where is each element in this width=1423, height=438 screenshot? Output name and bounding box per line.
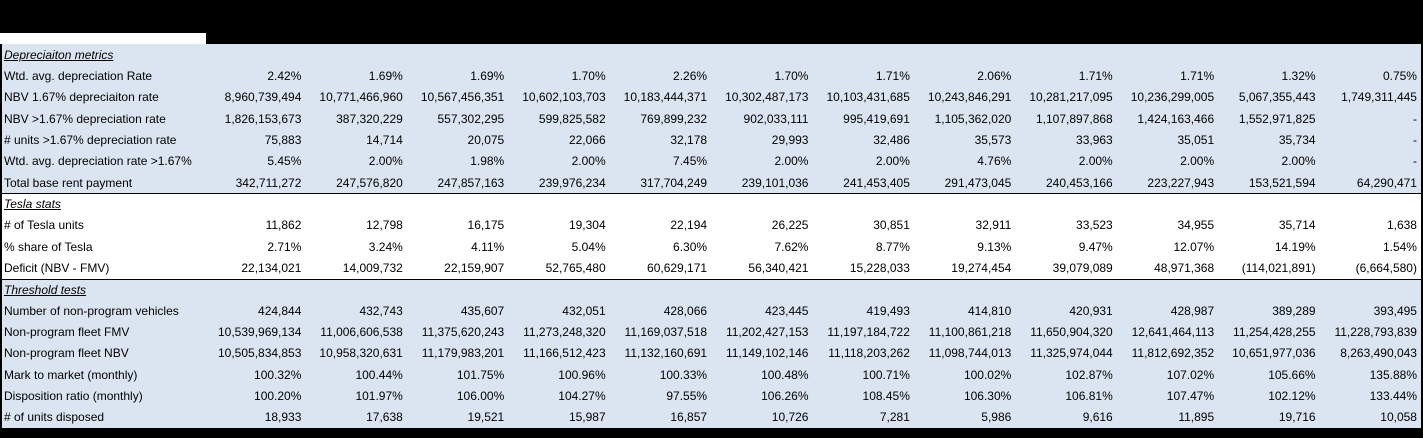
- value-cell[interactable]: 2.00%: [1281, 154, 1316, 169]
- value-cell[interactable]: 107.02%: [1166, 367, 1215, 382]
- value-cell[interactable]: 10,567,456,351: [420, 90, 505, 105]
- value-cell[interactable]: 106.30%: [963, 388, 1012, 403]
- value-cell[interactable]: 11,132,160,691: [624, 346, 708, 361]
- value-cell[interactable]: 11,006,606,538: [320, 324, 403, 339]
- value-cell[interactable]: 8.77%: [875, 239, 910, 254]
- value-cell[interactable]: 1,107,897,868: [1035, 111, 1113, 126]
- metrics-table: [0, 44, 1423, 428]
- value-cell[interactable]: 423,445: [765, 303, 809, 318]
- value-cell[interactable]: 11,254,428,255: [1233, 324, 1316, 339]
- value-cell[interactable]: 16,175: [467, 218, 505, 233]
- value-cell[interactable]: 10,726: [771, 410, 809, 425]
- value-cell[interactable]: 2.71%: [267, 239, 302, 254]
- label-column-header-cell: [0, 33, 206, 44]
- value-cell[interactable]: 11,375,620,243: [421, 324, 505, 339]
- value-cell[interactable]: 1.98%: [470, 154, 505, 169]
- value-cell[interactable]: 19,716: [1278, 410, 1316, 425]
- section-title[interactable]: Threshold tests: [4, 282, 87, 297]
- value-cell[interactable]: 16,857: [670, 410, 708, 425]
- value-cell[interactable]: 420,931: [1069, 303, 1113, 318]
- bottom-black-bar: [0, 428, 1423, 438]
- value-cell[interactable]: 35,734: [1278, 132, 1316, 147]
- row-label-cell[interactable]: Wtd. avg. depreciation Rate: [4, 68, 153, 83]
- table-row: [0, 215, 1423, 236]
- row-label-cell[interactable]: Total base rent payment: [4, 175, 133, 190]
- value-cell[interactable]: 424,844: [258, 303, 302, 318]
- table-row: [0, 364, 1423, 385]
- value-cell[interactable]: 10,958,320,631: [319, 346, 403, 361]
- value-cell[interactable]: 15,228,033: [849, 260, 910, 275]
- value-cell[interactable]: 22,159,907: [444, 260, 505, 275]
- value-cell[interactable]: 30,851: [873, 218, 910, 233]
- value-cell[interactable]: 19,274,454: [951, 260, 1012, 275]
- value-cell[interactable]: 239,976,234: [538, 175, 606, 190]
- value-cell[interactable]: 414,810: [967, 303, 1012, 318]
- value-cell[interactable]: 11,228,793,839: [1334, 324, 1417, 339]
- value-cell[interactable]: 5.45%: [267, 154, 302, 169]
- value-cell[interactable]: 10,651,977,036: [1232, 346, 1316, 361]
- value-cell[interactable]: 1.71%: [1078, 68, 1113, 83]
- value-cell[interactable]: 9,616: [1082, 410, 1113, 425]
- value-cell[interactable]: 10,771,466,960: [319, 90, 403, 105]
- row-label-cell[interactable]: Number of non-program vehicles: [4, 303, 179, 318]
- top-black-bar: [0, 0, 1423, 33]
- row-label-cell[interactable]: # units >1.67% depreciation rate: [4, 132, 177, 147]
- value-cell[interactable]: 10,183,444,371: [623, 90, 708, 105]
- value-cell[interactable]: 247,576,820: [336, 175, 403, 190]
- value-cell[interactable]: 75,883: [264, 132, 302, 147]
- value-cell[interactable]: 11,895: [1178, 410, 1215, 425]
- section-header-row: [0, 193, 1423, 214]
- value-cell[interactable]: 32,911: [975, 218, 1012, 233]
- value-cell[interactable]: 241,453,405: [843, 175, 910, 190]
- value-cell[interactable]: 2.00%: [1078, 154, 1113, 169]
- table-row: [0, 87, 1423, 108]
- value-cell[interactable]: 20,075: [467, 132, 505, 147]
- value-cell[interactable]: 32,178: [670, 132, 708, 147]
- value-cell[interactable]: 106.00%: [456, 388, 505, 403]
- value-cell[interactable]: 100.48%: [761, 367, 809, 382]
- value-cell[interactable]: 100.96%: [558, 367, 606, 382]
- value-cell[interactable]: 2.00%: [571, 154, 606, 169]
- value-cell[interactable]: 10,058: [1380, 410, 1417, 425]
- value-cell[interactable]: 35,573: [974, 132, 1012, 147]
- value-cell[interactable]: 557,302,295: [437, 111, 505, 126]
- value-cell[interactable]: 35,051: [1177, 132, 1215, 147]
- value-cell[interactable]: 4.11%: [471, 239, 505, 254]
- value-cell[interactable]: 100.32%: [254, 367, 302, 382]
- value-cell[interactable]: 1,826,153,673: [224, 111, 302, 126]
- value-cell[interactable]: 1.69%: [470, 68, 505, 83]
- value-cell[interactable]: -: [1412, 154, 1417, 169]
- table-row: [0, 407, 1423, 428]
- value-cell[interactable]: 14,714: [366, 132, 403, 147]
- value-cell[interactable]: 15,987: [568, 410, 606, 425]
- value-cell[interactable]: 995,419,691: [843, 111, 910, 126]
- value-cell[interactable]: 105.66%: [1268, 367, 1316, 382]
- value-cell[interactable]: 419,493: [866, 303, 910, 318]
- value-cell[interactable]: 18,933: [264, 410, 302, 425]
- section-title[interactable]: Depreciaiton metrics: [4, 47, 114, 62]
- value-cell[interactable]: 100.02%: [963, 367, 1012, 382]
- value-cell[interactable]: 11,166,512,423: [523, 346, 606, 361]
- value-cell[interactable]: 5,067,355,443: [1238, 90, 1316, 105]
- value-cell[interactable]: 11,812,692,352: [1131, 346, 1215, 361]
- value-cell[interactable]: 14,009,732: [342, 260, 403, 275]
- value-cell[interactable]: 17,638: [366, 410, 403, 425]
- value-cell[interactable]: 100.71%: [862, 367, 910, 382]
- value-cell[interactable]: 1.32%: [1281, 68, 1316, 83]
- value-cell[interactable]: 2.00%: [368, 154, 403, 169]
- value-cell[interactable]: 11,273,248,320: [523, 324, 606, 339]
- value-cell[interactable]: 428,987: [1170, 303, 1215, 318]
- value-cell[interactable]: 12,641,464,113: [1131, 324, 1215, 339]
- value-cell[interactable]: 1,552,971,825: [1238, 111, 1316, 126]
- value-cell[interactable]: 11,149,102,146: [725, 346, 809, 361]
- value-cell[interactable]: 2.26%: [673, 68, 708, 83]
- value-cell[interactable]: 101.75%: [456, 367, 505, 382]
- value-cell[interactable]: 2.00%: [774, 154, 809, 169]
- value-cell[interactable]: 7.62%: [774, 239, 809, 254]
- value-cell[interactable]: 11,179,983,201: [421, 346, 505, 361]
- value-cell[interactable]: 11,098,744,013: [928, 346, 1012, 361]
- value-cell[interactable]: 2.06%: [977, 68, 1012, 83]
- value-cell[interactable]: 9.13%: [977, 239, 1012, 254]
- value-cell[interactable]: 34,955: [1177, 218, 1215, 233]
- value-cell[interactable]: 247,857,163: [437, 175, 505, 190]
- value-cell[interactable]: 11,169,037,518: [624, 324, 708, 339]
- row-label-cell[interactable]: Non-program fleet NBV: [4, 346, 129, 361]
- value-cell[interactable]: 393,495: [1373, 303, 1417, 318]
- value-cell[interactable]: 9.47%: [1078, 239, 1113, 254]
- value-cell[interactable]: 1.69%: [368, 68, 403, 83]
- value-cell[interactable]: 240,453,166: [1046, 175, 1113, 190]
- value-cell[interactable]: 11,118,203,262: [828, 346, 910, 361]
- value-cell[interactable]: 10,602,103,703: [522, 90, 606, 105]
- table-row: [0, 385, 1423, 406]
- value-cell[interactable]: 22,134,021: [241, 260, 302, 275]
- value-cell[interactable]: 11,862: [265, 218, 302, 233]
- value-cell[interactable]: 432,743: [359, 303, 403, 318]
- section-header-row: [0, 279, 1423, 300]
- value-cell[interactable]: 12,798: [366, 218, 403, 233]
- value-cell[interactable]: 97.55%: [666, 388, 708, 403]
- value-cell[interactable]: -: [1412, 132, 1417, 147]
- value-cell[interactable]: 133.44%: [1369, 388, 1417, 403]
- value-cell[interactable]: 387,320,229: [336, 111, 403, 126]
- value-cell[interactable]: 102.87%: [1065, 367, 1113, 382]
- value-cell[interactable]: 239,101,036: [741, 175, 809, 190]
- value-cell[interactable]: 64,290,471: [1356, 175, 1417, 190]
- row-label-cell[interactable]: % share of Tesla: [4, 239, 93, 254]
- value-cell[interactable]: 100.33%: [659, 367, 708, 382]
- table-row: [0, 236, 1423, 257]
- value-cell[interactable]: (6,664,580): [1355, 260, 1417, 275]
- value-cell[interactable]: 10,281,217,095: [1029, 90, 1113, 105]
- value-cell[interactable]: 33,963: [1076, 132, 1113, 147]
- value-cell[interactable]: 52,765,480: [545, 260, 606, 275]
- table-row: [0, 129, 1423, 150]
- section-title[interactable]: Tesla stats: [4, 197, 61, 212]
- row-label-cell[interactable]: NBV 1.67% depreciaiton rate: [4, 90, 159, 105]
- value-cell[interactable]: 56,340,421: [748, 260, 809, 275]
- value-cell[interactable]: 4.76%: [977, 154, 1012, 169]
- row-label-cell[interactable]: Non-program fleet FMV: [4, 324, 130, 339]
- value-cell[interactable]: 11,197,184,722: [827, 324, 910, 339]
- value-cell[interactable]: 2.00%: [875, 154, 910, 169]
- row-label-cell[interactable]: # of units disposed: [4, 410, 105, 425]
- value-cell[interactable]: 11,325,974,044: [1030, 346, 1113, 361]
- value-cell[interactable]: 101.97%: [355, 388, 403, 403]
- value-cell[interactable]: 1.54%: [1382, 239, 1417, 254]
- row-label-cell[interactable]: # of Tesla units: [4, 218, 84, 233]
- value-cell[interactable]: 153,521,594: [1248, 175, 1316, 190]
- value-cell[interactable]: 428,066: [663, 303, 708, 318]
- value-cell[interactable]: 10,243,846,291: [927, 90, 1012, 105]
- value-cell[interactable]: 29,993: [771, 132, 809, 147]
- value-cell[interactable]: 60,629,171: [647, 260, 708, 275]
- value-cell[interactable]: 108.45%: [862, 388, 910, 403]
- value-cell[interactable]: 1.71%: [875, 68, 910, 83]
- table-row: [0, 343, 1423, 364]
- table-row: [0, 321, 1423, 342]
- value-cell[interactable]: 11,100,861,218: [928, 324, 1012, 339]
- value-cell[interactable]: (114,021,891): [1241, 260, 1316, 275]
- row-label-cell[interactable]: Wtd. avg. depreciation rate >1.67%: [4, 154, 192, 169]
- value-cell[interactable]: 5,986: [981, 410, 1012, 425]
- row-label-cell[interactable]: NBV >1.67% depreciation rate: [4, 111, 166, 126]
- value-cell[interactable]: 14.19%: [1274, 239, 1316, 254]
- value-cell[interactable]: 35,714: [1278, 218, 1316, 233]
- value-cell[interactable]: 1.70%: [571, 68, 606, 83]
- value-cell[interactable]: 33,523: [1076, 218, 1113, 233]
- value-cell[interactable]: 22,066: [568, 132, 606, 147]
- value-cell[interactable]: 11,202,427,153: [725, 324, 809, 339]
- value-cell[interactable]: 5.04%: [571, 239, 606, 254]
- row-label-cell[interactable]: Mark to market (monthly): [4, 367, 138, 382]
- value-cell[interactable]: 2.42%: [267, 68, 302, 83]
- value-cell[interactable]: 10,236,299,005: [1130, 90, 1215, 105]
- header-strip: [0, 33, 1423, 44]
- value-cell[interactable]: 7.45%: [673, 154, 708, 169]
- table-row: [0, 108, 1423, 129]
- value-cell[interactable]: 10,505,834,853: [217, 346, 302, 361]
- value-cell[interactable]: 22,194: [670, 218, 708, 233]
- table-row: [0, 172, 1423, 193]
- value-cell[interactable]: 10,103,431,685: [826, 90, 910, 105]
- value-cell[interactable]: 435,607: [460, 303, 505, 318]
- value-cell[interactable]: 223,227,943: [1147, 175, 1215, 190]
- value-cell[interactable]: 135.88%: [1369, 367, 1417, 382]
- value-cell[interactable]: 100.20%: [254, 388, 302, 403]
- hidden-header-area: [206, 33, 1423, 44]
- value-cell[interactable]: 12.07%: [1173, 239, 1215, 254]
- row-label-cell[interactable]: Disposition ratio (monthly): [4, 388, 143, 403]
- value-cell[interactable]: 19,521: [467, 410, 505, 425]
- value-cell[interactable]: 10,539,969,134: [217, 324, 302, 339]
- value-cell[interactable]: 106.81%: [1065, 388, 1113, 403]
- value-cell[interactable]: 1,749,311,445: [1341, 90, 1417, 105]
- table-row: [0, 65, 1423, 86]
- value-cell[interactable]: 317,704,249: [640, 175, 708, 190]
- table-row: [0, 300, 1423, 321]
- value-cell[interactable]: 107.47%: [1166, 388, 1215, 403]
- value-cell[interactable]: 48,971,368: [1154, 260, 1215, 275]
- value-cell[interactable]: 291,473,045: [944, 175, 1012, 190]
- value-cell[interactable]: 0.75%: [1382, 68, 1417, 83]
- value-cell[interactable]: 32,486: [873, 132, 910, 147]
- value-cell[interactable]: 8,960,739,494: [224, 90, 302, 105]
- value-cell[interactable]: 1,105,362,020: [934, 111, 1012, 126]
- value-cell[interactable]: 26,225: [771, 218, 809, 233]
- value-cell[interactable]: 3.24%: [368, 239, 403, 254]
- value-cell[interactable]: 8,263,490,043: [1340, 346, 1417, 361]
- value-cell[interactable]: 102.12%: [1268, 388, 1316, 403]
- value-cell[interactable]: 39,079,089: [1052, 260, 1113, 275]
- value-cell[interactable]: 769,899,232: [640, 111, 708, 126]
- value-cell[interactable]: 104.27%: [558, 388, 606, 403]
- table-left-border: [0, 44, 2, 438]
- value-cell[interactable]: 432,051: [562, 303, 606, 318]
- table-row: [0, 257, 1423, 278]
- value-cell[interactable]: 1.71%: [1180, 68, 1215, 83]
- value-cell[interactable]: 1.70%: [774, 68, 809, 83]
- section-header-row: [0, 44, 1423, 65]
- value-cell[interactable]: 6.30%: [673, 239, 708, 254]
- value-cell[interactable]: 7,281: [879, 410, 910, 425]
- value-cell[interactable]: 342,711,272: [235, 175, 302, 190]
- value-cell[interactable]: 19,304: [568, 218, 606, 233]
- value-cell[interactable]: 106.26%: [761, 388, 809, 403]
- value-cell[interactable]: 599,825,582: [538, 111, 606, 126]
- value-cell[interactable]: 2.00%: [1180, 154, 1215, 169]
- value-cell[interactable]: -: [1412, 111, 1417, 126]
- value-cell[interactable]: 902,033,111: [743, 111, 809, 126]
- value-cell[interactable]: 1,424,163,466: [1137, 111, 1215, 126]
- table-row: [0, 151, 1423, 172]
- row-label-cell[interactable]: Deficit (NBV - FMV): [4, 260, 110, 275]
- value-cell[interactable]: 11,650,904,320: [1030, 324, 1113, 339]
- value-cell[interactable]: 1,638: [1386, 218, 1417, 233]
- value-cell[interactable]: 389,289: [1272, 303, 1316, 318]
- value-cell[interactable]: 100.44%: [355, 367, 403, 382]
- value-cell[interactable]: 10,302,487,173: [725, 90, 809, 105]
